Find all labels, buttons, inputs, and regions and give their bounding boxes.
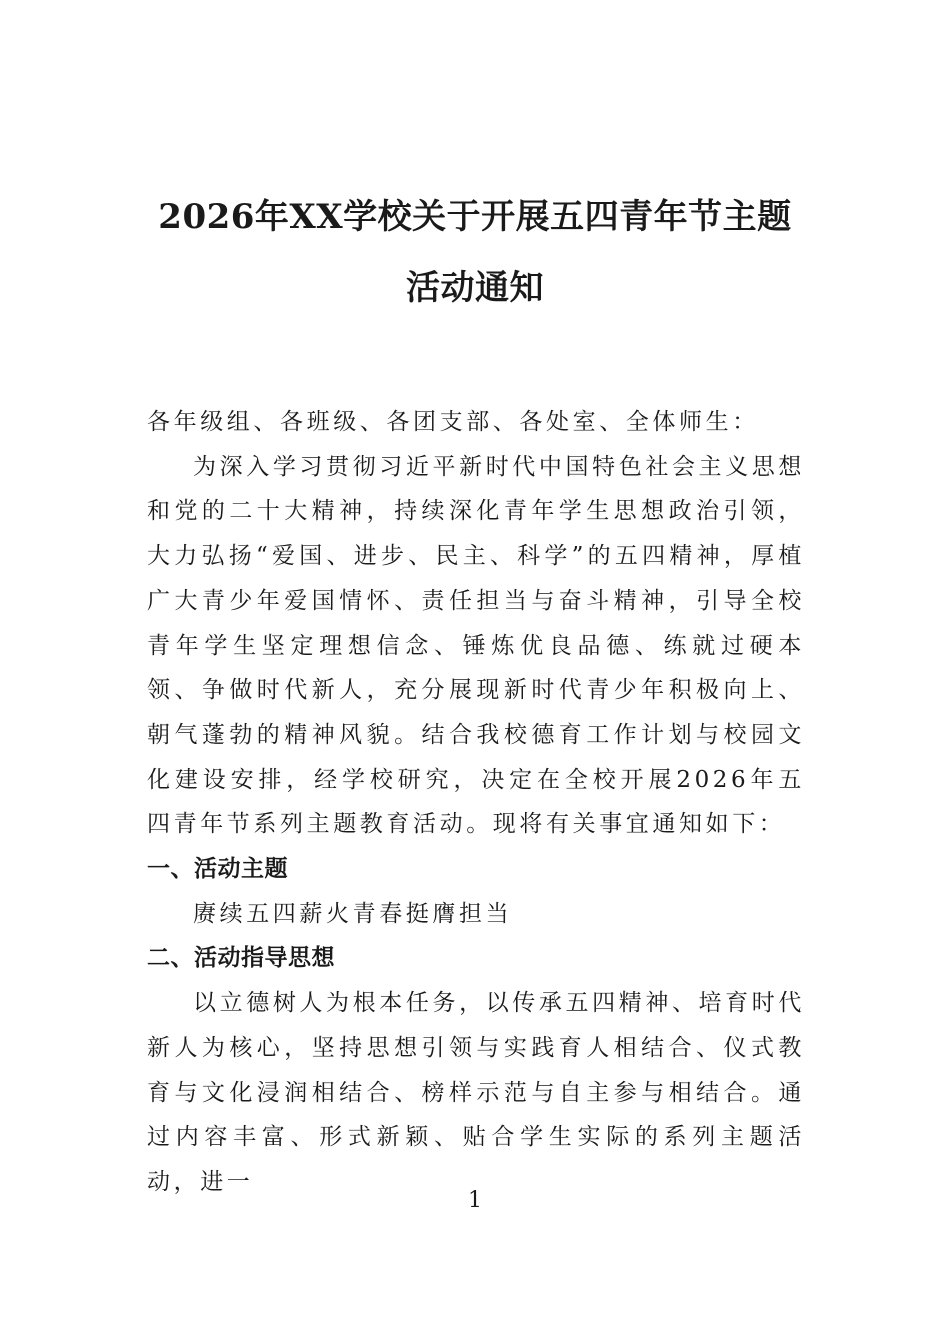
section-heading-guiding-ideology: 二、活动指导思想	[147, 945, 335, 972]
section-text-theme: 赓续五四薪火青春挺膺担当	[193, 900, 513, 927]
document-body	[147, 400, 805, 1205]
salutation: 各年级组、各班级、各团支部、各处室、全体师生：	[147, 409, 759, 435]
page-number: 1	[468, 1188, 482, 1213]
document-title-line1: 2026年XX学校关于开展五四青年节主题	[158, 197, 792, 237]
section-text-guiding-ideology: 以立德树人为根本任务，以传承五四精神、培育时代新人为核心，坚持思想引领与实践育人相结合、仪式教育与文化浸润相结合、榜样示范与自主参与相结合。通过内容丰富、形式新颖、贴合学生实际的系列主题活动，进一	[147, 990, 805, 1195]
intro-paragraph: 为深入学习贯彻习近平新时代中国特色社会主义思想和党的二十大精神，持续深化青年学生思想政治引领，大力弘扬“爱国、进步、民主、科学”的五四精神，厚植广大青少年爱国情怀、责任担当与奋斗精神，引导全校青年学生坚定理想信念、锤炼优良品德、练就过硬本领、争做时代新人，充分展现新时代青少年积极向上、朝气蓬勃的精神风貌。结合我校德育工作计划与校园文化建设安排，经学校研究，决定在全校开展2026年五四青年节系列主题教育活动。现将有关事宜通知如下：	[147, 453, 805, 838]
section-heading-theme: 一、活动主题	[147, 856, 288, 883]
document-title-line2: 活动通知	[406, 268, 544, 308]
